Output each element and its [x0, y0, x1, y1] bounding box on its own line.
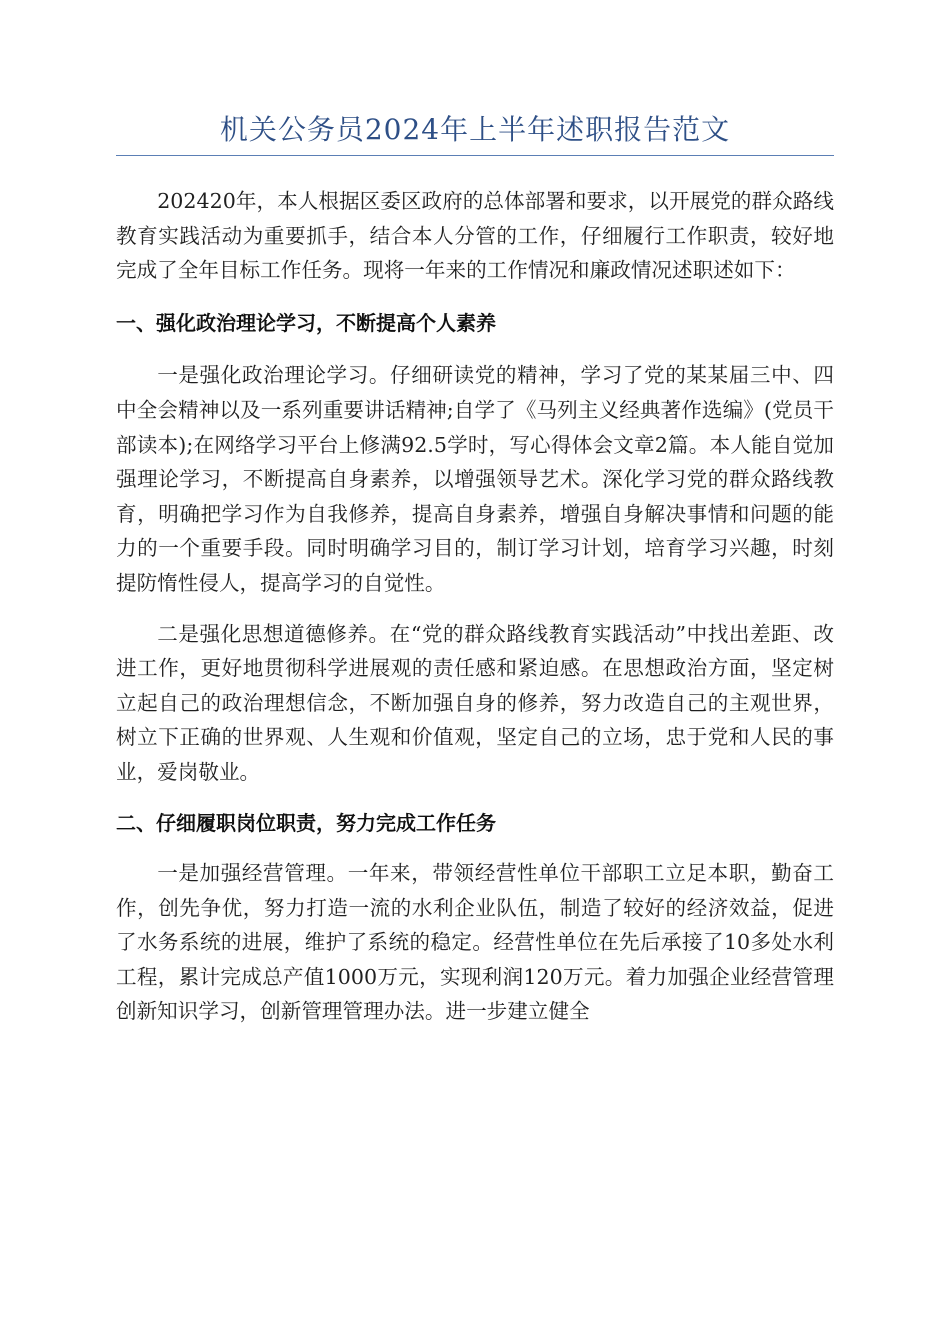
section-heading-2: 二、仔细履职岗位职责，努力完成工作任务: [116, 810, 496, 835]
intro-paragraph: 202420年，本人根据区委区政府的总体部署和要求，以开展党的群众路线教育实践活动为重要抓手，结合本人分管的工作，仔细履行工作职责，较好地完成了全年目标工作任务。现将一年来的工作情况和廉政情况述职述如下：: [116, 189, 834, 283]
document-title: 机关公务员2024年上半年述职报告范文: [116, 110, 834, 156]
section-1-paragraph-2: 二是强化思想道德修养。在“党的群众路线教育实践活动”中找出差距、改进工作，更好地贯彻科学进展观的责任感和紧迫感。在思想政治方面，坚定树立起自己的政治理想信念，不断加强自身的修养，努力改造自己的主观世界，树立下正确的世界观、人生观和价值观，坚定自己的立场，忠于党和人民的事业，爱岗敬业。: [116, 621, 834, 784]
document-body: [116, 110, 834, 1024]
section-1-paragraph-1: 一是强化政治理论学习。仔细研读党的精神，学习了党的某某届三中、四中全会精神以及一系列重要讲话精神;自学了《马列主义经典著作选编》(党员干部读本);在网络学习平台上修满92.5学时，写心得体会文章2篇。本人能自觉加强理论学习，不断提高自身素养，以增强领导艺术。深化学习党的群众路线教育，明确把学习作为自我修养，提高自身素养，增强自身解决事情和问题的能力的一个重要手段。同时明确学习目的，制订学习计划，培育学习兴趣，时刻提防惰性侵人，提高学习的自觉性。: [116, 363, 834, 595]
section-2-paragraph-1: 一是加强经营管理。一年来，带领经营性单位干部职工立足本职，勤奋工作，创先争优，努力打造一流的水利企业队伍，制造了较好的经济效益，促进了水务系统的进展，维护了系统的稳定。经营性单位在先后承接了10多处水利工程，累计完成总产值1000万元，实现利润120万元。着力加强企业经营管理创新知识学习，创新管理管理办法。进一步建立健全: [116, 861, 834, 1024]
section-heading-1: 一、强化政治理论学习，不断提高个人素养: [116, 310, 496, 335]
